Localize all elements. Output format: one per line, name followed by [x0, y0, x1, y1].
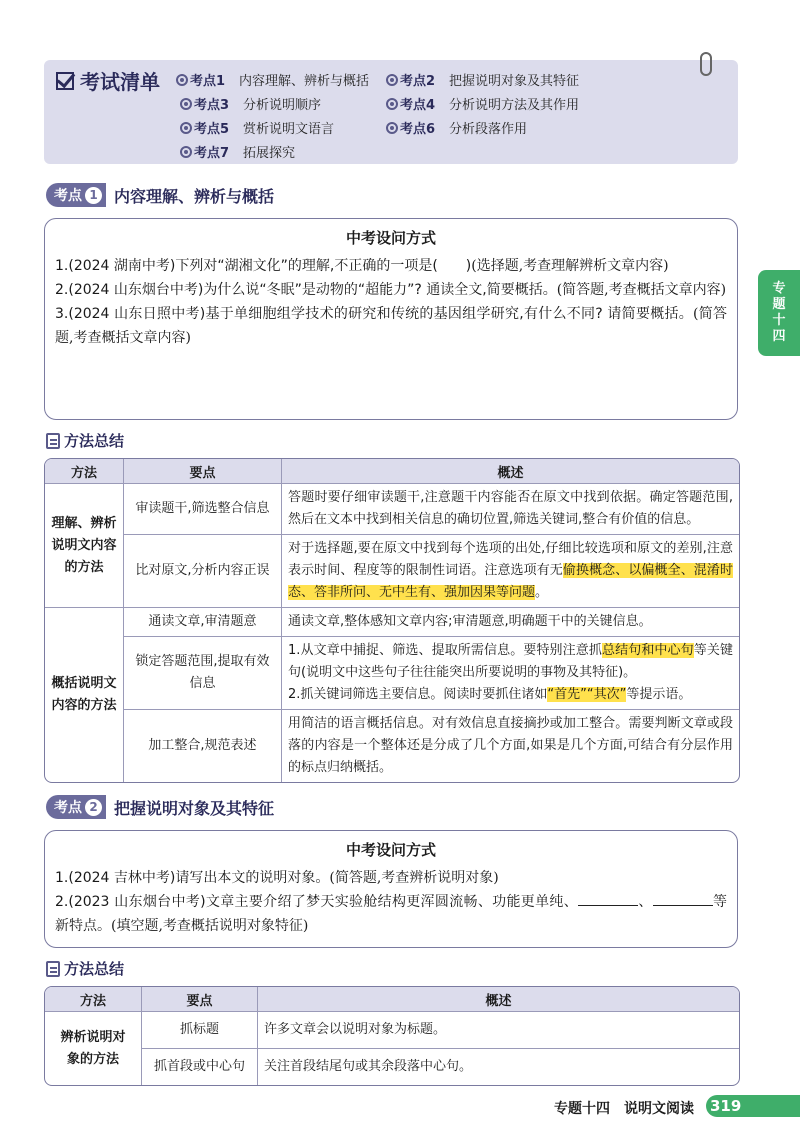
desc-cell: 许多文章会以说明对象为标题。: [257, 1011, 739, 1048]
table-row: [45, 1011, 739, 1048]
desc-line-1: 1.从文章中捕捉、筛选、提取所需信息。要特别注意抓总结句和中心句等关键句(说明文中这些句子往往能突出所要说明的事物及其特征)。: [288, 643, 733, 680]
highlight: 偷换概念、以偏概全、混淆时态、答非所问、无中生有、强加因果等问题: [288, 563, 733, 600]
section-badge: 考点 2: [46, 795, 106, 819]
point-cell: 加工整合,规范表述: [123, 709, 281, 782]
table-row: [45, 1048, 739, 1085]
col-header-desc: 概述: [257, 987, 739, 1011]
method-summary-header-2: 方法总结: [46, 958, 124, 979]
qbox-title: 中考设问方式: [345, 229, 436, 247]
point-cell: 审读题干,筛选整合信息: [123, 483, 281, 534]
question-1: 1.(2024 湖南中考)下列对“湖湘文化”的理解,不正确的一项是( )(选择题,考查理解辨析文章内容): [55, 258, 669, 274]
question-2: 2.(2023 山东烟台中考)文章主要介绍了梦天实验舱结构更浑圆流畅、功能更单纯、 、 等新特点。(填空题,考查概括说明对象特征): [55, 890, 727, 938]
exam-checklist: [44, 60, 738, 164]
desc-cell: 答题时要仔细审读题干,注意题干内容能否在原文中找到依据。确定答题范围,然后在文本中找到相关信息的确切位置,筛选关键词,整合有价值的信息。: [281, 483, 739, 534]
qbox-title: 中考设问方式: [345, 841, 436, 859]
table-row: [45, 534, 739, 607]
page-footer: [554, 1098, 694, 1118]
bullet-icon: [176, 74, 188, 86]
table-row: [45, 607, 739, 636]
highlight: “首先”“其次”: [547, 687, 627, 702]
footer-subject: 说明文阅读: [624, 1101, 694, 1117]
checklist-item-3: 考点3 分析说明顺序: [180, 94, 321, 113]
desc-cell: 通读文章,整体感知文章内容;审清题意,明确题干中的关键信息。: [281, 607, 739, 636]
method-name: 概括说明文内容的方法: [45, 607, 123, 782]
bullet-icon: [386, 98, 398, 110]
method-table-2: [44, 986, 740, 1086]
paperclip-icon: [700, 52, 712, 76]
question-box-2: [44, 830, 738, 948]
desc-cell: 对于选择题,要在原文中找到每个选项的出处,仔细比较选项和原文的差别,注意表示时间、程度等的限制性词语。注意选项有无偷换概念、以偏概全、混淆时态、答非所问、无中生有、强加因果等问题。: [281, 534, 739, 607]
answer-blank[interactable]: [578, 891, 638, 906]
checkbox-icon: [56, 72, 74, 90]
desc-cell: 用简洁的语言概括信息。对有效信息直接摘抄或加工整合。需要判断文章或段落的内容是一个整体还是分成了几个方面,如果是几个方面,可结合有分层作用的标点归纳概括。: [281, 709, 739, 782]
col-header-method: 方法: [45, 987, 141, 1011]
checklist-item-2: 考点2 把握说明对象及其特征: [386, 70, 579, 89]
method-name: 辨析说明对象的方法: [45, 1011, 141, 1085]
section-2-header: 考点 2 把握说明对象及其特征: [46, 795, 274, 819]
bullet-icon: [180, 146, 192, 158]
bullet-icon: [180, 122, 192, 134]
page-number: 319: [706, 1095, 800, 1117]
col-header-desc: 概述: [281, 459, 739, 483]
method-name: 理解、辨析说明文内容的方法: [45, 483, 123, 607]
question-1: 1.(2024 吉林中考)请写出本文的说明对象。(简答题,考查辨析说明对象): [55, 870, 499, 886]
highlight: 总结句和中心句: [602, 643, 694, 658]
table-row: [45, 483, 739, 534]
col-header-point: 要点: [141, 987, 257, 1011]
bullet-icon: [386, 74, 398, 86]
checklist-item-1: 考点1 内容理解、辨析与概括: [176, 70, 369, 89]
desc-line-2: 2.抓关键词筛选主要信息。阅读时要抓住诸如“首先”“其次”等提示语。: [288, 687, 692, 702]
checklist-title: 考试清单: [56, 66, 160, 95]
checklist-item-4: 考点4 分析说明方法及其作用: [386, 94, 579, 113]
bullet-icon: [180, 98, 192, 110]
section-1-header: 考点 1 内容理解、辨析与概括: [46, 183, 274, 207]
point-cell: 比对原文,分析内容正误: [123, 534, 281, 607]
question-3: 3.(2024 山东日照中考)基于单细胞组学技术的研究和传统的基因组学研究,有什么不同? 请简要概括。(简答题,考查概括文章内容): [55, 306, 727, 346]
col-header-method: 方法: [45, 459, 123, 483]
footer-topic: 专题十四: [554, 1101, 610, 1117]
desc-cell: [281, 636, 739, 709]
desc-cell: 关注首段结尾句或其余段落中心句。: [257, 1048, 739, 1085]
checklist-item-7: 考点7 拓展探究: [180, 142, 295, 161]
checklist-item-5: 考点5 赏析说明文语言: [180, 118, 334, 137]
document-icon: [46, 961, 60, 977]
answer-blank[interactable]: [653, 891, 713, 906]
point-cell: 锁定答题范围,提取有效信息: [123, 636, 281, 709]
chapter-side-tab: 专 题 十 四: [758, 270, 800, 356]
method-table-1: [44, 458, 740, 783]
point-cell: 抓首段或中心句: [141, 1048, 257, 1085]
point-cell: 抓标题: [141, 1011, 257, 1048]
bullet-icon: [386, 122, 398, 134]
question-2: 2.(2024 山东烟台中考)为什么说“冬眠”是动物的“超能力”? 通读全文,简要概括。(简答题,考查概括文章内容): [55, 282, 727, 298]
question-box-1: [44, 218, 738, 420]
point-cell: 通读文章,审清题意: [123, 607, 281, 636]
col-header-point: 要点: [123, 459, 281, 483]
document-icon: [46, 433, 60, 449]
section-badge: 考点 1: [46, 183, 106, 207]
method-summary-header-1: 方法总结: [46, 430, 124, 451]
table-row: [45, 636, 739, 709]
table-row: [45, 709, 739, 782]
checklist-item-6: 考点6 分析段落作用: [386, 118, 527, 137]
